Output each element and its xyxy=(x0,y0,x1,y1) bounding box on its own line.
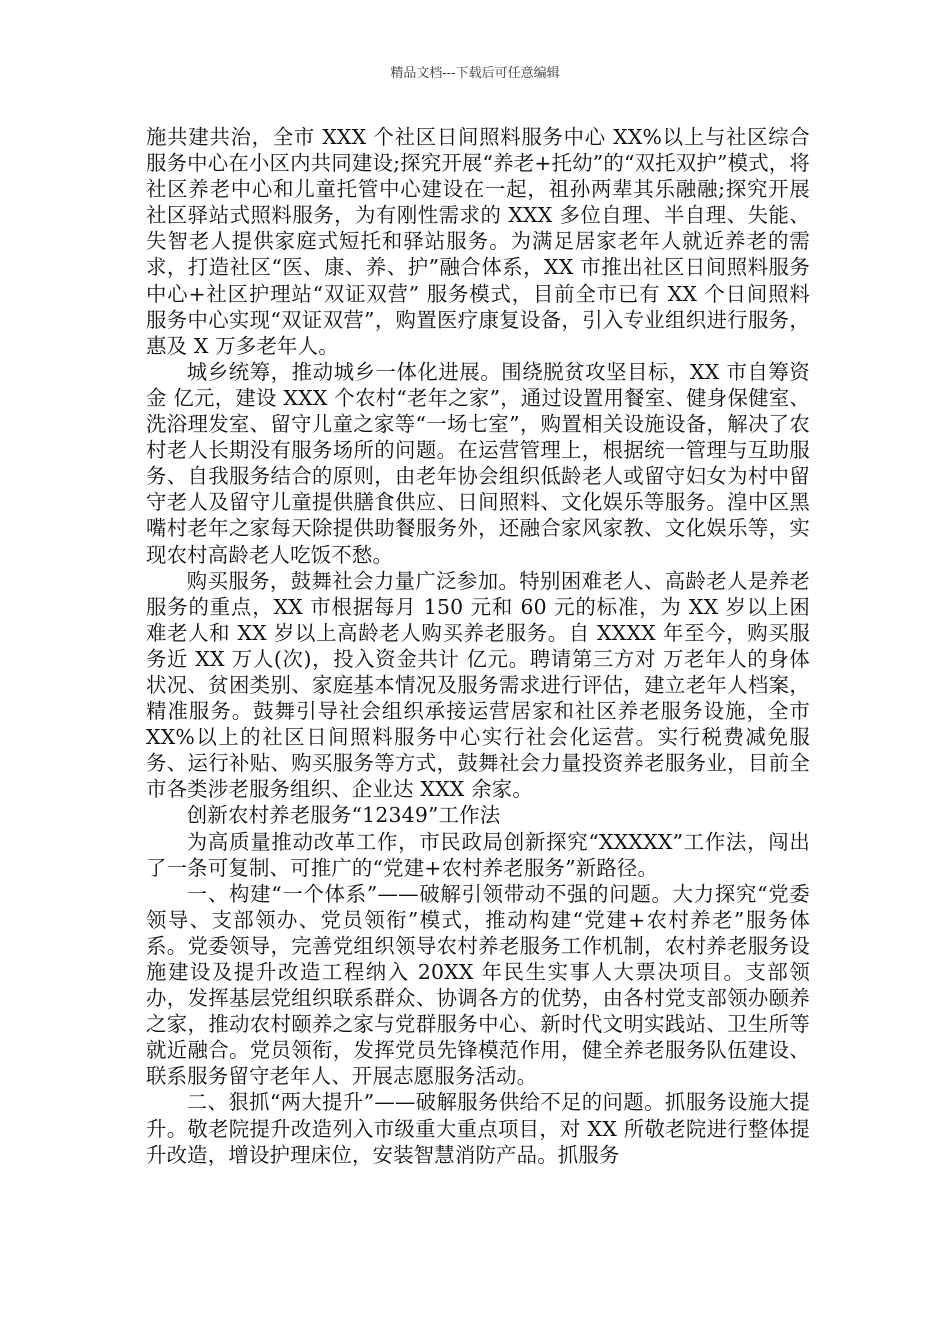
paragraph-two-upgrades: 二、狠抓“两大提升”——破解服务供给不足的问题。抓服务设施大提升。敬老院提升改造列入市级重大重点项目，对 XX 所敬老院进行整体提升改造，增设护理床位，安装智慧消防产品。抓服务 xyxy=(146,1090,810,1167)
paragraph-one-system: 一、构建“一个体系”——破解引领带动不强的问题。大力探究“党委领导、支部领办、党员领衔”模式，推动构建“党建+农村养老”服务体系。党委领导，完善党组织领导农村养老服务工作机制，农村养老服务设施建设及提升改造工程纳入 20XX 年民生实事人大票决项目。支部领办，发挥基层党组织联系群众、协调各方的优势，由各村党支部领办颐养之家，推动农村颐养之家与党群服务中心、新时代文明实践站、卫生所等就近融合。党员领衔，发挥党员先锋模范作用，健全养老服务队伍建设、联系服务留守老年人、开展志愿服务活动。 xyxy=(146,881,810,1089)
page-header: 精品文档---下载后可任意编辑 xyxy=(390,66,560,81)
paragraph-purchase-services: 购买服务，鼓舞社会力量广泛参加。特别困难老人、高龄老人是养老服务的重点，XX 市根据每月 150 元和 60 元的标准，为 XX 岁以上困难老人和 XX 岁以上高龄老人购买养老服务。自 XXXX 年至今，购买服务近 XX 万人(次)，投入资金共计 亿元。聘请第三方对 万老年人的身体状况、贫困类别、家庭基本情况及服务需求进行评估，建立老年人档案，精准服务。鼓舞引导社会组织承接运营居家和社区养老服务设施，全市 XX%以上的社区日间照料服务中心实行社会化运营。实行税费减免服务、运行补贴、购买服务等方式，鼓舞社会力量投资养老服务业，目前全市各类涉老服务组织、企业达 XXX 余家。 xyxy=(146,568,810,802)
paragraph-intro: 为高质量推动改革工作，市民政局创新探究“XXXXX”工作法，闯出了一条可复制、可推广的“党建+农村养老服务”新路径。 xyxy=(146,829,810,880)
section-heading: 创新农村养老服务“12349”工作法 xyxy=(186,803,501,828)
paragraph-urban-rural: 城乡统筹，推动城乡一体化进展。围绕脱贫攻坚目标，XX 市自筹资金 亿元，建设 XXX 个农村“老年之家”，通过设置用餐室、健身保健室、洗浴理发室、留守儿童之家等“一场七室”，购置相关设施设备，解决了农村老人长期没有服务场所的问题。在运营管理上，根据统一管理与互助服务、自我服务结合的原则，由老年协会组织低龄老人或留守妇女为村中留守老人及留守儿童提供膳食供应、日间照料、文化娱乐等服务。湟中区黑嘴村老年之家每天除提供助餐服务外，还融合家风家教、文化娱乐等，实现农村高龄老人吃饭不愁。 xyxy=(146,359,810,567)
paragraph-community-services: 施共建共治，全市 XXX 个社区日间照料服务中心 XX%以上与社区综合服务中心在小区内共同建设;探究开展“养老+托幼”的“双托双护”模式，将社区养老中心和儿童托管中心建设在一起，祖孙两辈其乐融融;探究开展社区驿站式照料服务，为有刚性需求的 XXX 多位自理、半自理、失能、失智老人提供家庭式短托和驿站服务。为满足居家老年人就近养老的需求，打造社区“医、康、养、护”融合体系，XX 市推出社区日间照料服务中心+社区护理站“双证双营” 服务模式，目前全市已有 XX 个日间照料服务中心实现“双证双营”，购置医疗康复设备，引入专业组织进行服务，惠及 X 万多老年人。 xyxy=(146,125,810,358)
document-body xyxy=(146,124,810,1168)
